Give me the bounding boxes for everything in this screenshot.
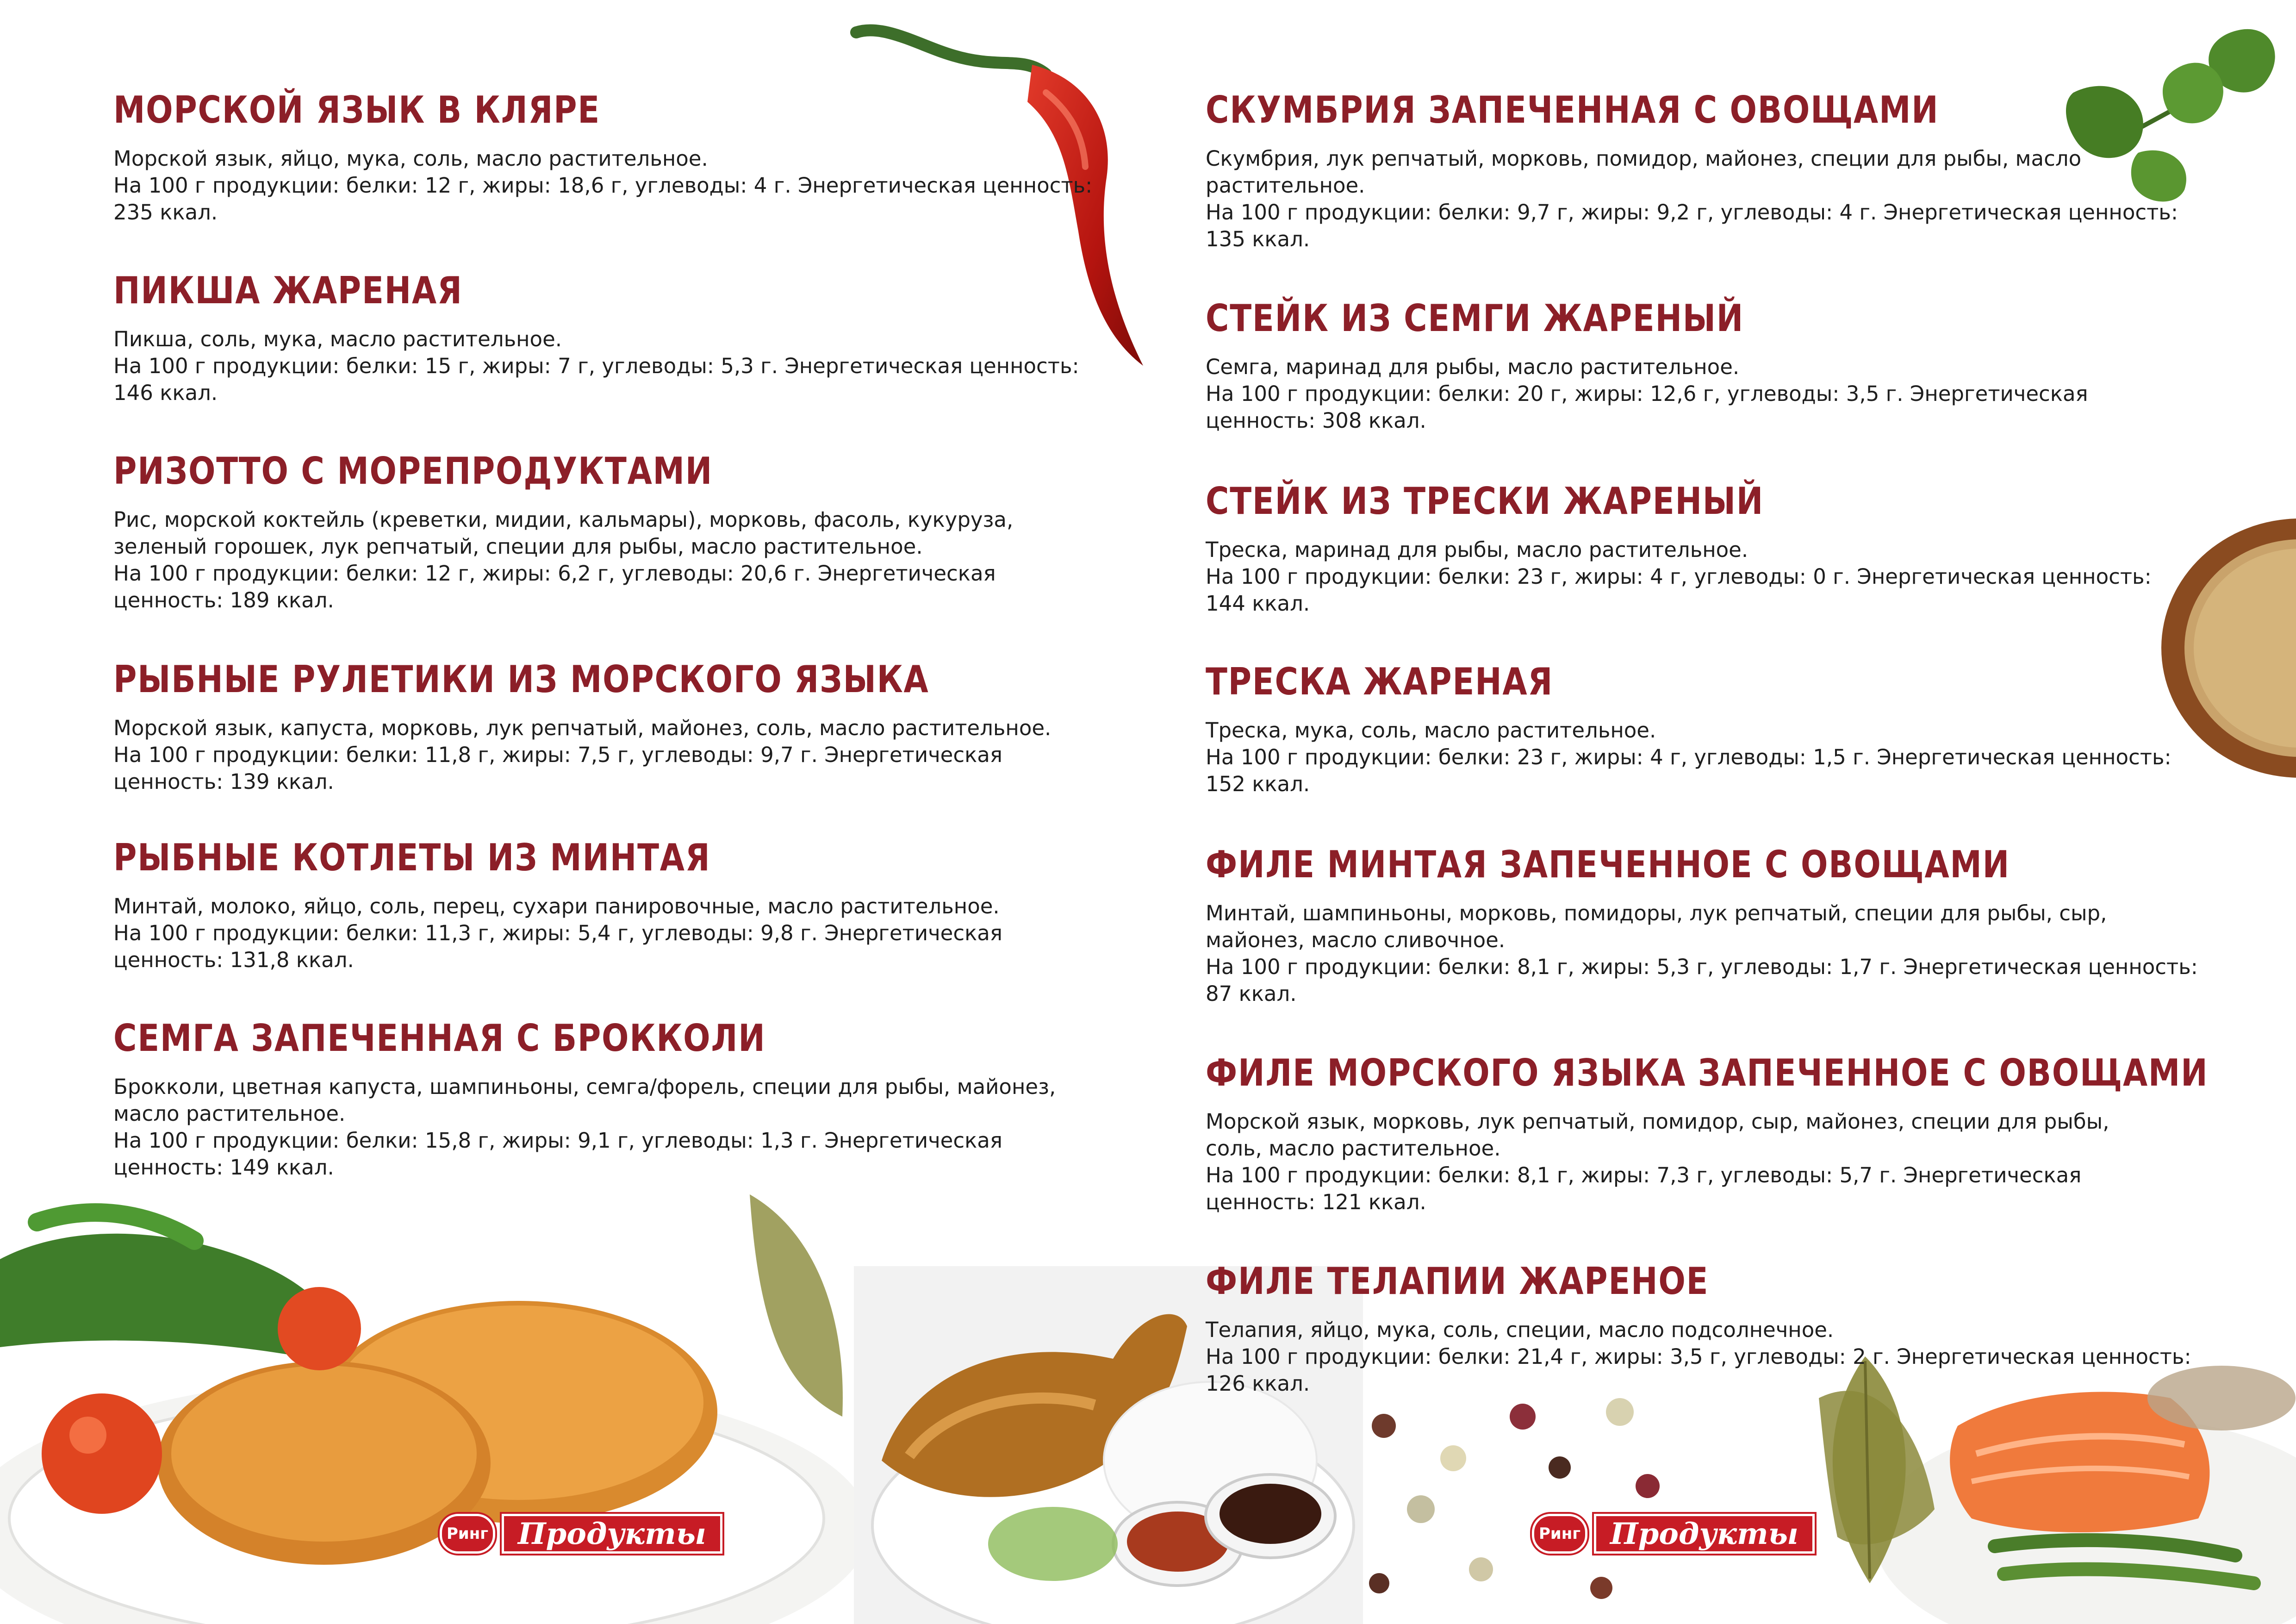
dish-item [113,836,1108,974]
dish-line: соль, масло растительное. [1206,1136,1501,1161]
dish-line: На 100 г продукции: белки: 11,3 г, жиры: 5,4 г, углеводы: 9,8 г. Энергетическая [113,921,1002,945]
dish-line: ценность: 308 ккал. [1206,408,1426,433]
dish-line: На 100 г продукции: белки: 12 г, жиры: 18,6 г, углеводы: 4 г. Энергетическая ценность: [113,173,1093,198]
dish-line: Семга, маринад для рыбы, масло растительное. [1206,355,1740,379]
dish-line: 146 ккал. [113,381,218,405]
dish-line: На 100 г продукции: белки: 8,1 г, жиры: 5,3 г, углеводы: 1,7 г. Энергетическая ценность: [1206,955,2198,979]
dish-item [113,657,1108,795]
dish-line: На 100 г продукции: белки: 20 г, жиры: 12,6 г, углеводы: 3,5 г. Энергетическая [1206,381,2088,406]
dish-line: 144 ккал. [1206,591,1310,616]
dish-title: ПИКША ЖАРЕНАЯ [113,269,463,312]
dish-title: МОРСКОЙ ЯЗЫК В КЛЯРЕ [113,88,601,131]
dish-item [1206,1051,2209,1216]
dish-item [113,449,1108,614]
dish-line: На 100 г продукции: белки: 21,4 г, жиры: 3,5 г, углеводы: 2 г. Энергетическая ценность: [1206,1344,2191,1369]
dish-item [1206,296,2201,434]
dish-line: 152 ккал. [1206,772,1310,796]
dish-title: РЫБНЫЕ КОТЛЕТЫ ИЗ МИНТАЯ [113,836,711,879]
dish-line: Морской язык, яйцо, мука, соль, масло растительное. [113,146,708,171]
dish-line: 87 ккал. [1206,981,1297,1006]
brand-wordmark: Продукты [502,1514,722,1554]
dish-title: СТЕЙК ИЗ ТРЕСКИ ЖАРЕНЫЙ [1206,480,1764,523]
dish-line: На 100 г продукции: белки: 23 г, жиры: 4 г, углеводы: 1,5 г. Энергетическая ценность: [1206,745,2172,769]
dish-line: Минтай, шампиньоны, морковь, помидоры, лук репчатый, специи для рыбы, сыр, [1206,901,2107,925]
dish-line: Морской язык, капуста, морковь, лук репчатый, майонез, соль, масло растительное. [113,716,1052,740]
dish-item [113,269,1108,406]
dish-line: Пикша, соль, мука, масло растительное. [113,327,562,351]
dish-line: На 100 г продукции: белки: 12 г, жиры: 6,2 г, углеводы: 20,6 г. Энергетическая [113,561,996,586]
dish-item [1206,843,2201,1007]
dish-item [1206,660,2201,798]
dish-line: зеленый горошек, лук репчатый, специи для рыбы, масло растительное. [113,534,923,559]
dish-line: На 100 г продукции: белки: 8,1 г, жиры: 7,3 г, углеводы: 5,7 г. Энергетическая [1206,1163,2082,1187]
dish-line: На 100 г продукции: белки: 15 г, жиры: 7 г, углеводы: 5,3 г. Энергетическая ценность: [113,354,1079,378]
dish-line: масло растительное. [113,1101,346,1126]
dish-line: На 100 г продукции: белки: 15,8 г, жиры: 9,1 г, углеводы: 1,3 г. Энергетическая [113,1128,1002,1153]
dish-title: РЫБНЫЕ РУЛЕТИКИ ИЗ МОРСКОГО ЯЗЫКА [113,658,929,701]
dish-title: СКУМБРИЯ ЗАПЕЧЕННАЯ С ОВОЩАМИ [1206,88,1939,131]
brand-logo-right [1532,1514,1815,1554]
dish-item [1206,479,2201,617]
dish-line: Треска, маринад для рыбы, масло растительное. [1206,537,1748,562]
brand-mark: Ринг [1532,1514,1587,1554]
dish-line: На 100 г продукции: белки: 11,8 г, жиры: 7,5 г, углеводы: 9,7 г. Энергетическая [113,743,1002,767]
dish-line: ценность: 149 ккал. [113,1155,334,1180]
dish-item [1206,88,2201,253]
dish-title: ФИЛЕ МОРСКОГО ЯЗЫКА ЗАПЕЧЕННОЕ С ОВОЩАМИ [1206,1051,2209,1094]
dish-line: 135 ккал. [1206,227,1310,251]
dish-title: ФИЛЕ МИНТАЯ ЗАПЕЧЕННОЕ С ОВОЩАМИ [1206,843,2010,886]
dish-line: На 100 г продукции: белки: 9,7 г, жиры: 9,2 г, углеводы: 4 г. Энергетическая ценность: [1206,200,2178,225]
brand-logo-left [440,1514,722,1554]
dish-item [113,1016,1108,1181]
dish-item [113,88,1108,226]
dish-line: Рис, морской коктейль (креветки, мидии, кальмары), морковь, фасоль, кукуруза, [113,507,1014,532]
dish-line: Минтай, молоко, яйцо, соль, перец, сухари панировочные, масло растительное. [113,894,1000,918]
dish-title: ФИЛЕ ТЕЛАПИИ ЖАРЕНОЕ [1206,1260,1709,1303]
brand-mark: Ринг [440,1514,495,1554]
dish-line: ценность: 131,8 ккал. [113,948,354,972]
dish-line: Морской язык, морковь, лук репчатый, помидор, сыр, майонез, специи для рыбы, [1206,1109,2109,1134]
dish-line: 235 ккал. [113,200,218,225]
dish-line: майонез, масло сливочное. [1206,928,1506,952]
brand-wordmark: Продукты [1594,1514,1815,1554]
dish-line: ценность: 139 ккал. [113,769,334,794]
fish-cakes-plate-illustration [0,1194,861,1624]
dish-title: РИЗОТТО С МОРЕПРОДУКТАМИ [113,450,713,493]
dish-line: ценность: 121 ккал. [1206,1190,1426,1214]
dish-line: ценность: 189 ккал. [113,588,334,612]
peppercorns-illustration [1342,1389,1666,1624]
dish-line: Треска, мука, соль, масло растительное. [1206,718,1656,743]
dish-line: растительное. [1206,173,1365,198]
dish-line: На 100 г продукции: белки: 23 г, жиры: 4 г, углеводы: 0 г. Энергетическая ценность: [1206,564,2152,589]
dish-title: СТЕЙК ИЗ СЕМГИ ЖАРЕНЫЙ [1206,297,1744,340]
dish-line: Скумбрия, лук репчатый, морковь, помидор, майонез, специи для рыбы, масло [1206,146,2082,171]
dish-item [1206,1259,2201,1397]
dish-line: 126 ккал. [1206,1371,1310,1396]
dish-line: Брокколи, цветная капуста, шампиньоны, семга/форель, специи для рыбы, майонез, [113,1074,1056,1099]
dish-title: ТРЕСКА ЖАРЕНАЯ [1206,660,1554,703]
dish-title: СЕМГА ЗАПЕЧЕННАЯ С БРОККОЛИ [113,1017,766,1060]
dish-line: Телапия, яйцо, мука, соль, специи, масло подсолнечное. [1206,1318,1834,1342]
